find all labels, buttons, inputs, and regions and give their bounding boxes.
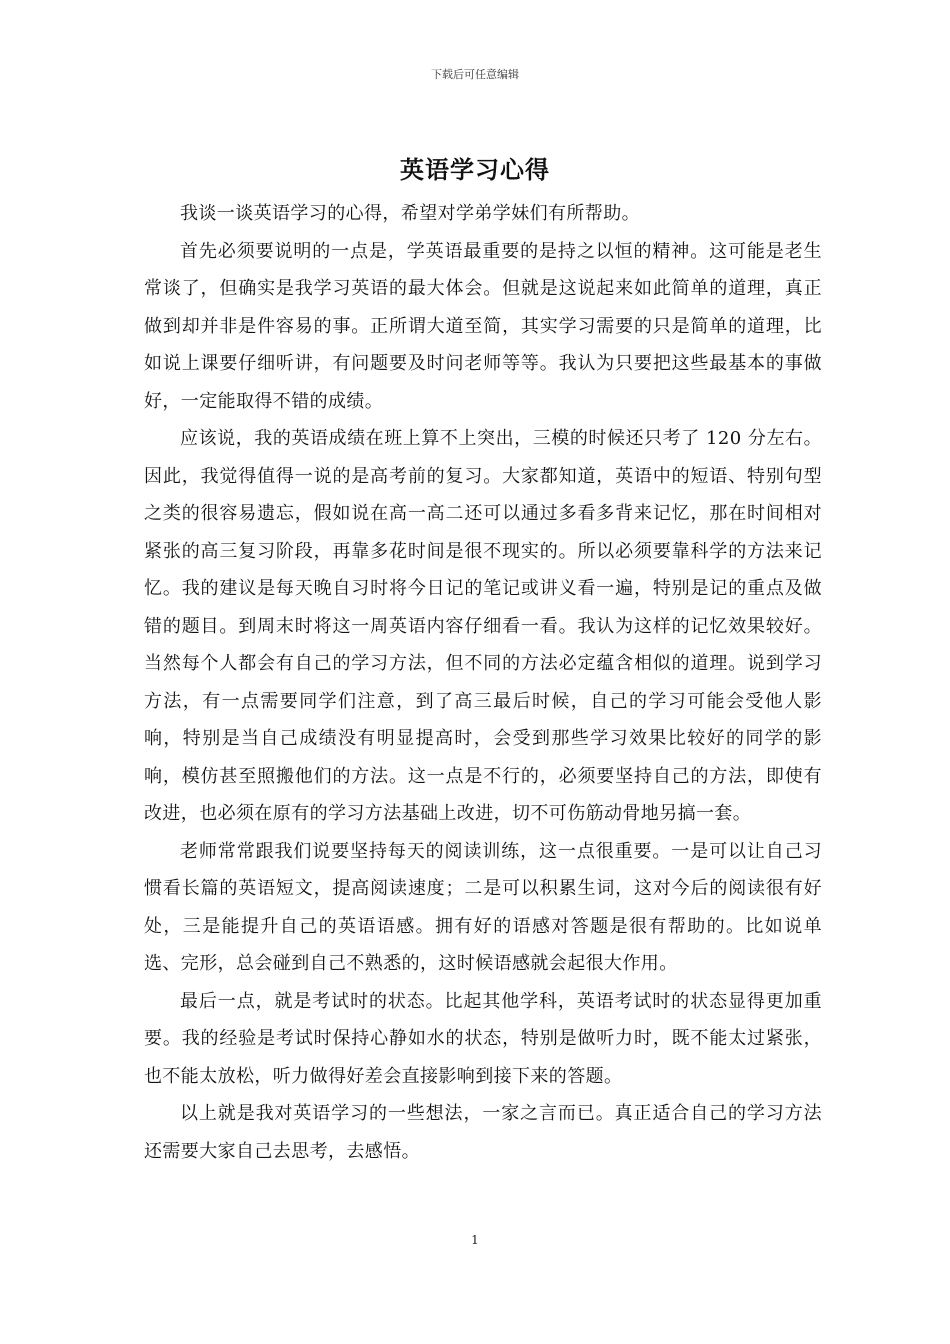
paragraph-perseverance: 首先必须要说明的一点是，学英语最重要的是持之以恒的精神。这可能是老生常谈了，但确实是我学习英语的最大体会。但就是这说起来如此简单的道理，真正做到却并非是件容易的事。正所谓大道至简，其实学习需要的只是简单的道理，比如说上课要仔细听讲，有问题要及时问老师等等。我认为只要把这些最基本的事做好，一定能取得不错的成绩。 [144, 240, 822, 412]
document-title: 英语学习心得 [400, 155, 550, 184]
paragraph-exam-state: 最后一点，就是考试时的状态。比起其他学科，英语考试时的状态显得更加重要。我的经验是考试时保持心静如水的状态，特别是做听力时，既不能太过紧张，也不能太放松，听力做得好差会直接影响到接下来的答题。 [144, 990, 822, 1087]
paragraph-review: 应该说，我的英语成绩在班上算不上突出，三模的时候还只考了 120 分左右。因此，我觉得值得一说的是高考前的复习。大家都知道，英语中的短语、特别句型之类的很容易遗忘，假如说在高一高二还可以通过多看多背来记忆，那在时间相对紧张的高三复习阶段，再靠多花时间是很不现实的。所以必须要靠科学的方法来记忆。我的建议是每天晚自习时将今日记的笔记或讲义看一遍，特别是记的重点及做错的题目。到周末时将这一周英语内容仔细看一看。我认为这样的记忆效果较好。当然每个人都会有自己的学习方法，但不同的方法必定蕴含相似的道理。说到学习方法，有一点需要同学们注意，到了高三最后时候，自己的学习可能会受他人影响，特别是当自己成绩没有明显提高时，会受到那些学习效果比较好的同学的影响，模仿甚至照搬他们的方法。这一点是不行的，必须要坚持自己的方法，即使有改进，也必须在原有的学习方法基础上改进，切不可伤筋动骨地另搞一套。 [144, 428, 822, 824]
header-note: 下载后可任意编辑 [431, 68, 519, 81]
paragraph-reading: 老师常常跟我们说要坚持每天的阅读训练，这一点很重要。一是可以让自己习惯看长篇的英语短文，提高阅读速度；二是可以积累生词，这对今后的阅读很有好处，三是能提升自己的英语语感。拥有好的语感对答题是很有帮助的。比如说单选、完形，总会碰到自己不熟悉的，这时候语感就会起很大作用。 [144, 840, 822, 974]
document-body [144, 195, 822, 1170]
paragraph-intro: 我谈一谈英语学习的心得，希望对学弟学妹们有所帮助。 [180, 203, 640, 224]
paragraph-conclusion: 以上就是我对英语学习的一些想法，一家之言而已。真正适合自己的学习方法还需要大家自己去思考，去感悟。 [144, 1103, 822, 1162]
page-number: 1 [471, 1233, 479, 1247]
